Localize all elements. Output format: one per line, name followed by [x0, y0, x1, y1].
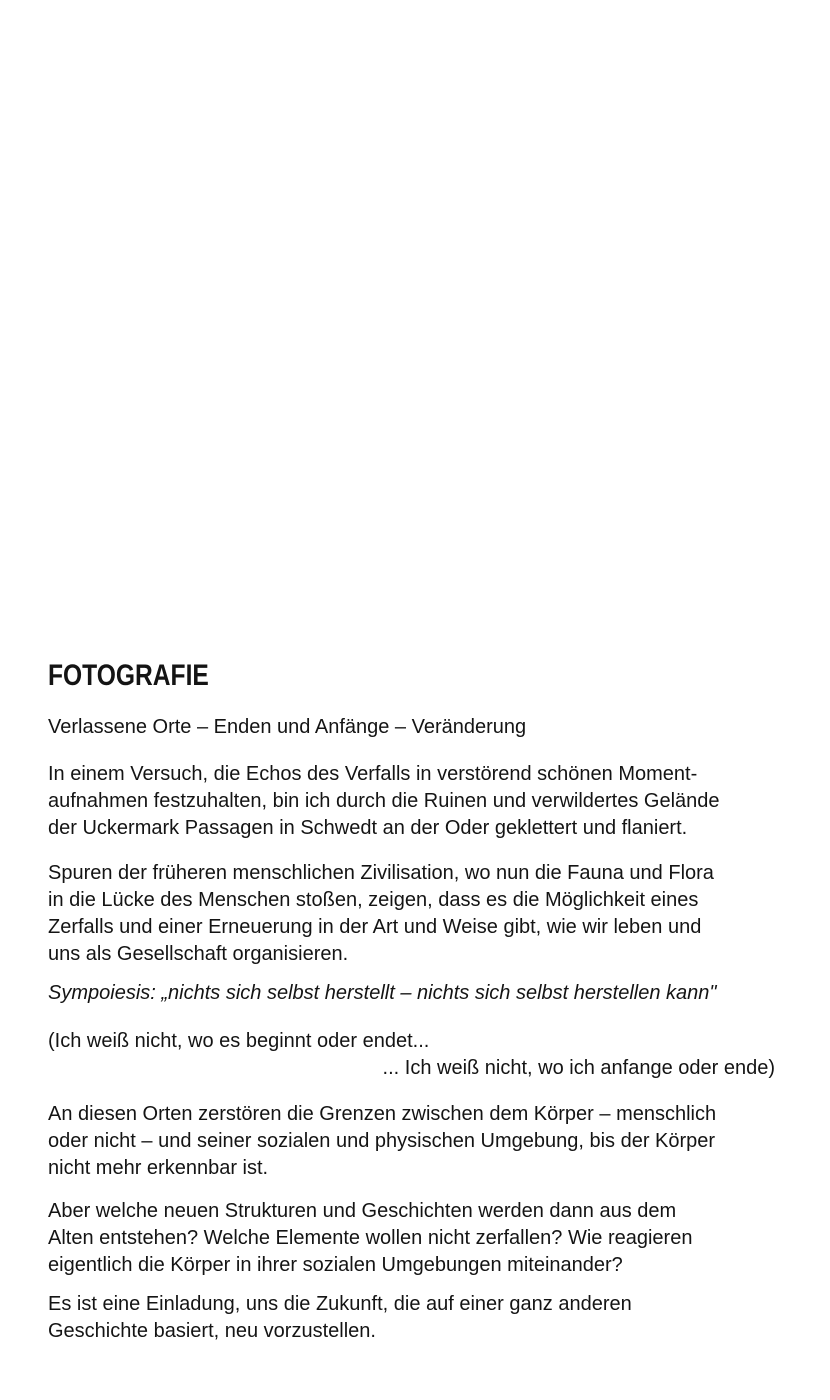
page-subtitle: Verlassene Orte – Enden und Anfänge – Veränderung [48, 716, 527, 738]
text-line: aufnahmen festzuhalten, bin ich durch die Ruinen und verwildertes Gelände [48, 790, 720, 812]
text-line: Es ist eine Einladung, uns die Zukunft, die auf einer ganz anderen [48, 1293, 632, 1315]
text-line: Zerfalls und einer Erneuerung in der Art und Weise gibt, wie wir leben und [48, 916, 702, 938]
text-line: uns als Gesellschaft organisieren. [48, 943, 349, 965]
text-line: eigentlich die Körper in ihrer sozialen Umgebungen miteinander? [48, 1254, 623, 1276]
text-line: Geschichte basiert, neu vorzustellen. [48, 1320, 376, 1342]
page-title: FOTOGRAFIE [48, 659, 209, 692]
text-line: oder nicht – und seiner sozialen und physischen Umgebung, bis der Körper [48, 1130, 716, 1152]
paragraph-sympoiesis-quote [48, 980, 775, 1007]
text-line: ... Ich weiß nicht, wo ich anfange oder ende) [382, 1057, 775, 1079]
text-line: Sympoiesis: „nichts sich selbst herstellt – nichts sich selbst herstellen kann" [48, 982, 717, 1004]
paragraph-strukturen [48, 1198, 775, 1279]
text-line: Aber welche neuen Strukturen und Geschichten werden dann aus dem [48, 1200, 677, 1222]
paragraph-koerper [48, 1101, 775, 1182]
paragraph-intro [48, 761, 775, 842]
text-line: An diesen Orten zerstören die Grenzen zwischen dem Körper – menschlich [48, 1103, 717, 1125]
text-line: Spuren der früheren menschlichen Zivilisation, wo nun die Fauna und Flora [48, 862, 714, 884]
text-line: Alten entstehen? Welche Elemente wollen nicht zerfallen? Wie reagieren [48, 1227, 693, 1249]
paragraph-einladung [48, 1291, 775, 1345]
paragraph-spuren [48, 860, 775, 968]
text-line: (Ich weiß nicht, wo es beginnt oder endet... [48, 1030, 430, 1052]
paragraph-parenthetical [48, 1028, 775, 1082]
text-line: der Uckermark Passagen in Schwedt an der Oder geklettert und flaniert. [48, 817, 688, 839]
text-line: in die Lücke des Menschen stoßen, zeigen, dass es die Möglichkeit eines [48, 889, 699, 911]
text-line: nicht mehr erkennbar ist. [48, 1157, 269, 1179]
text-line: In einem Versuch, die Echos des Verfalls in verstörend schönen Moment- [48, 763, 698, 785]
text-content [48, 661, 775, 1345]
